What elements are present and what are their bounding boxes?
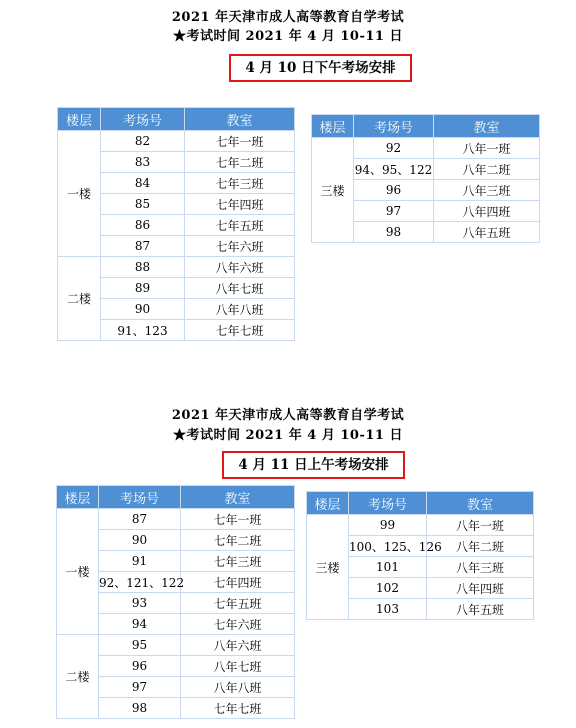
classroom-cell: 七年五班 <box>185 215 295 236</box>
classroom-cell: 七年三班 <box>181 551 295 572</box>
floor-cell: 三楼 <box>307 515 349 620</box>
floor-cell: 一楼 <box>57 509 99 635</box>
room-number-cell: 88 <box>101 257 185 278</box>
room-number-cell: 84 <box>101 173 185 194</box>
header-room-number: 考场号 <box>99 486 181 509</box>
section2-subtitle: ★考试时间 2021 年 4 月 10-11 日 <box>173 428 403 443</box>
header-classroom: 教室 <box>434 115 540 138</box>
room-number-cell: 87 <box>101 236 185 257</box>
classroom-cell: 八年七班 <box>185 278 295 299</box>
header-floor: 楼层 <box>312 115 354 138</box>
classroom-cell: 八年七班 <box>181 656 295 677</box>
section2-title: 2021 年天津市成人高等教育自学考试 <box>171 408 405 423</box>
room-number-cell: 90 <box>101 299 185 320</box>
section1-subtitle: ★考试时间 2021 年 4 月 10-11 日 <box>173 29 403 44</box>
room-number-cell: 91、123 <box>101 320 185 341</box>
header-classroom: 教室 <box>181 486 295 509</box>
section1-left-table <box>57 107 295 341</box>
classroom-cell: 八年八班 <box>185 299 295 320</box>
room-number-cell: 91 <box>99 551 181 572</box>
header-floor: 楼层 <box>307 492 349 515</box>
section2-right-table <box>306 491 534 620</box>
classroom-cell: 七年六班 <box>185 236 295 257</box>
section1-right-table <box>311 114 540 243</box>
classroom-cell: 八年四班 <box>427 578 534 599</box>
room-number-cell: 85 <box>101 194 185 215</box>
room-number-cell: 97 <box>354 201 434 222</box>
room-number-cell: 92、121、122 <box>99 572 181 593</box>
header-room-number: 考场号 <box>349 492 427 515</box>
header-classroom: 教室 <box>185 108 295 131</box>
floor-cell: 二楼 <box>58 257 101 341</box>
header-classroom: 教室 <box>427 492 534 515</box>
header-floor: 楼层 <box>58 108 101 131</box>
room-number-cell: 90 <box>99 530 181 551</box>
room-number-cell: 103 <box>349 599 427 620</box>
room-number-cell: 86 <box>101 215 185 236</box>
room-number-cell: 97 <box>99 677 181 698</box>
classroom-cell: 八年二班 <box>434 159 540 180</box>
floor-cell: 一楼 <box>58 131 101 257</box>
classroom-cell: 七年七班 <box>181 698 295 719</box>
classroom-cell: 八年二班 <box>427 536 534 557</box>
section2-notice: 4 月 11 日上午考场安排 <box>222 451 405 479</box>
classroom-cell: 七年一班 <box>181 509 295 530</box>
classroom-cell: 七年四班 <box>181 572 295 593</box>
section2-left-table <box>56 485 295 719</box>
classroom-cell: 八年三班 <box>434 180 540 201</box>
classroom-cell: 七年四班 <box>185 194 295 215</box>
room-number-cell: 96 <box>354 180 434 201</box>
header-room-number: 考场号 <box>354 115 434 138</box>
classroom-cell: 八年三班 <box>427 557 534 578</box>
room-number-cell: 92 <box>354 138 434 159</box>
floor-cell: 三楼 <box>312 138 354 243</box>
room-number-cell: 82 <box>101 131 185 152</box>
table-row <box>307 515 534 536</box>
room-number-cell: 89 <box>101 278 185 299</box>
header-room-number: 考场号 <box>101 108 185 131</box>
room-number-cell: 83 <box>101 152 185 173</box>
classroom-cell: 八年五班 <box>427 599 534 620</box>
classroom-cell: 七年一班 <box>185 131 295 152</box>
table-row <box>58 257 295 278</box>
room-number-cell: 100、125、126 <box>349 536 427 557</box>
classroom-cell: 八年一班 <box>427 515 534 536</box>
header-floor: 楼层 <box>57 486 99 509</box>
floor-cell: 二楼 <box>57 635 99 719</box>
table-row <box>57 635 295 656</box>
classroom-cell: 七年五班 <box>181 593 295 614</box>
room-number-cell: 101 <box>349 557 427 578</box>
classroom-cell: 七年三班 <box>185 173 295 194</box>
room-number-cell: 87 <box>99 509 181 530</box>
room-number-cell: 98 <box>99 698 181 719</box>
classroom-cell: 八年一班 <box>434 138 540 159</box>
classroom-cell: 七年七班 <box>185 320 295 341</box>
room-number-cell: 93 <box>99 593 181 614</box>
room-number-cell: 99 <box>349 515 427 536</box>
room-number-cell: 98 <box>354 222 434 243</box>
table-row <box>312 138 540 159</box>
classroom-cell: 八年五班 <box>434 222 540 243</box>
room-number-cell: 95 <box>99 635 181 656</box>
room-number-cell: 94、95、122 <box>354 159 434 180</box>
classroom-cell: 七年六班 <box>181 614 295 635</box>
table-row <box>57 509 295 530</box>
room-number-cell: 102 <box>349 578 427 599</box>
classroom-cell: 八年四班 <box>434 201 540 222</box>
classroom-cell: 八年六班 <box>185 257 295 278</box>
classroom-cell: 七年二班 <box>181 530 295 551</box>
section1-notice: 4 月 10 日下午考场安排 <box>229 54 412 82</box>
room-number-cell: 94 <box>99 614 181 635</box>
room-number-cell: 96 <box>99 656 181 677</box>
classroom-cell: 七年二班 <box>185 152 295 173</box>
section1-title: 2021 年天津市成人高等教育自学考试 <box>171 10 405 25</box>
classroom-cell: 八年六班 <box>181 635 295 656</box>
table-row <box>58 131 295 152</box>
classroom-cell: 八年八班 <box>181 677 295 698</box>
